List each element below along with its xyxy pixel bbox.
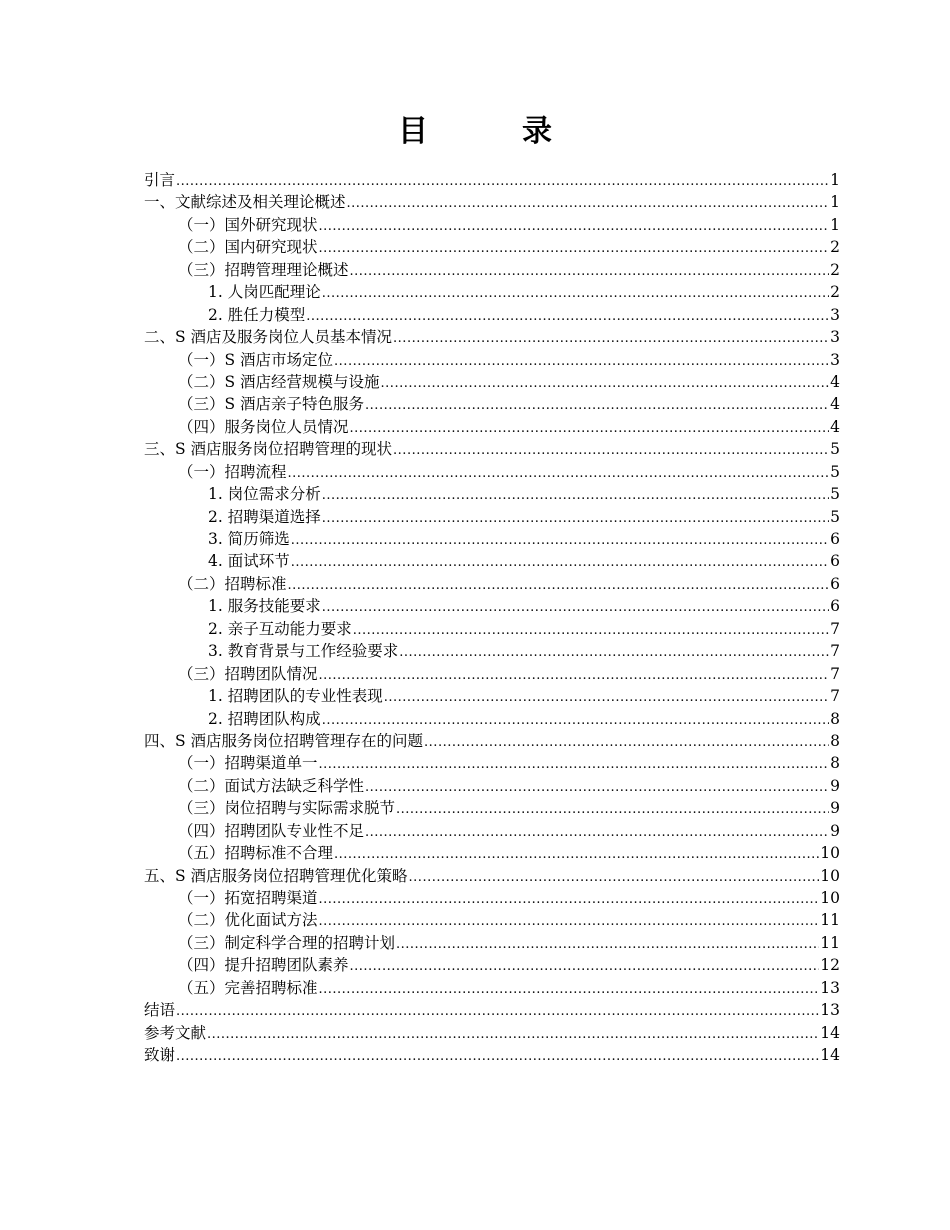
toc-entry[interactable] — [144, 865, 840, 887]
toc-entry-page-number: 4 — [830, 372, 840, 391]
toc-entry-page-number: 2 — [830, 260, 840, 279]
toc-entry-page-number: 6 — [830, 552, 840, 571]
toc-entry-page-number: 10 — [820, 866, 840, 885]
dot-leader — [207, 1024, 819, 1046]
toc-entry-page-number: 7 — [830, 664, 840, 683]
toc-entry[interactable] — [144, 618, 840, 640]
toc-entry[interactable] — [144, 1022, 840, 1044]
toc-entry[interactable] — [144, 909, 840, 931]
toc-entry-label: （三）招聘管理理论概述 — [178, 260, 349, 279]
toc-entry[interactable] — [144, 887, 840, 909]
toc-entry-label: 引言 — [144, 171, 176, 189]
toc-entry-label: 3. 教育背景与工作经验要求 — [208, 642, 399, 661]
toc-entry-page-number: 10 — [820, 844, 840, 863]
toc-entry[interactable] — [144, 259, 840, 281]
toc-entry[interactable] — [144, 438, 840, 460]
toc-entry-label: 参考文献 — [144, 1023, 207, 1042]
toc-entry[interactable] — [144, 797, 840, 819]
toc-entry-page-number: 7 — [830, 687, 840, 706]
toc-entry-label: 1. 服务技能要求 — [208, 597, 321, 616]
dot-leader — [393, 328, 829, 350]
toc-entry-page-number: 2 — [830, 283, 840, 302]
dot-leader — [319, 665, 830, 687]
toc-entry-page-number: 13 — [820, 1001, 840, 1020]
toc-entry[interactable] — [144, 842, 840, 864]
page-title: 目 录 — [398, 114, 584, 149]
dot-leader — [322, 283, 829, 305]
toc-entry-label: （一）招聘渠道单一 — [178, 754, 318, 773]
dot-leader — [319, 979, 820, 1001]
toc-entry-page-number: 8 — [830, 709, 840, 728]
dot-leader — [306, 306, 829, 328]
toc-entry-page-number: 4 — [830, 395, 840, 414]
toc-entry-label: （四）服务岗位人员情况 — [178, 417, 349, 436]
toc-entry-label: 四、S 酒店服务岗位招聘管理存在的问题 — [144, 731, 424, 750]
toc-entry[interactable] — [144, 304, 840, 326]
toc-entry-page-number: 5 — [830, 440, 840, 459]
dot-leader — [396, 799, 829, 821]
toc-entry[interactable] — [144, 483, 840, 505]
toc-entry-label: （二）招聘标准 — [178, 574, 287, 593]
toc-entry[interactable] — [144, 775, 840, 797]
dot-leader — [396, 934, 819, 956]
toc-entry[interactable] — [144, 236, 840, 258]
toc-entry-label: （二）S 酒店经营规模与设施 — [178, 372, 380, 391]
dot-leader — [350, 418, 830, 440]
toc-entry[interactable] — [144, 326, 840, 348]
toc-entry[interactable] — [144, 977, 840, 999]
dot-leader — [322, 710, 829, 732]
dot-leader — [347, 193, 830, 215]
toc-entry-label: （四）招聘团队专业性不足 — [178, 821, 365, 840]
toc-entry-label: （五）完善招聘标准 — [178, 978, 318, 997]
dot-leader — [319, 754, 830, 776]
table-of-contents — [144, 169, 840, 1067]
toc-entry-page-number: 3 — [830, 328, 840, 347]
toc-entry-label: 4. 面试环节 — [208, 552, 290, 571]
dot-leader — [176, 171, 829, 193]
dot-leader — [319, 216, 830, 238]
toc-entry-page-number: 12 — [820, 956, 840, 975]
toc-entry-page-number: 1 — [830, 171, 840, 189]
toc-entry[interactable] — [144, 954, 840, 976]
dot-leader — [365, 777, 829, 799]
toc-entry[interactable] — [144, 752, 840, 774]
toc-entry-page-number: 9 — [830, 799, 840, 818]
toc-entry-page-number: 8 — [830, 731, 840, 750]
dot-leader — [334, 351, 829, 373]
dot-leader — [319, 911, 820, 933]
toc-entry[interactable] — [144, 573, 840, 595]
toc-entry-label: （五）招聘标准不合理 — [178, 844, 334, 863]
dot-leader — [399, 642, 829, 664]
toc-entry[interactable] — [144, 730, 840, 752]
toc-entry-page-number: 6 — [830, 574, 840, 593]
toc-entry-page-number: 7 — [830, 619, 840, 638]
toc-entry[interactable] — [144, 349, 840, 371]
toc-entry[interactable] — [144, 214, 840, 236]
dot-leader — [334, 844, 819, 866]
toc-entry-page-number: 3 — [830, 305, 840, 324]
toc-entry[interactable] — [144, 550, 840, 572]
toc-entry-page-number: 9 — [830, 776, 840, 795]
dot-leader — [176, 1046, 819, 1068]
toc-entry[interactable] — [144, 1044, 840, 1066]
toc-entry[interactable] — [144, 820, 840, 842]
dot-leader — [291, 530, 829, 552]
toc-entry-label: （四）提升招聘团队素养 — [178, 956, 349, 975]
toc-entry-label: 三、S 酒店服务岗位招聘管理的现状 — [144, 440, 393, 459]
toc-entry[interactable] — [144, 393, 840, 415]
toc-entry-label: （一）国外研究现状 — [178, 215, 318, 234]
toc-entry-label: 致谢 — [144, 1046, 176, 1065]
dot-leader — [291, 552, 829, 574]
toc-entry-label: （三）S 酒店亲子特色服务 — [178, 395, 365, 414]
toc-entry[interactable] — [144, 685, 840, 707]
toc-entry-page-number: 5 — [830, 462, 840, 481]
toc-entry-label: 结语 — [144, 1001, 176, 1020]
dot-leader — [365, 395, 829, 417]
toc-entry-label: 二、S 酒店及服务岗位人员基本情况 — [144, 328, 393, 347]
toc-entry-page-number: 11 — [820, 933, 840, 952]
dot-leader — [365, 822, 829, 844]
toc-entry-page-number: 10 — [820, 889, 840, 907]
dot-leader — [319, 238, 830, 260]
toc-entry-page-number: 6 — [830, 530, 840, 548]
dot-leader — [288, 575, 830, 597]
dot-leader — [319, 889, 820, 911]
toc-entry-label: （三）制定科学合理的招聘计划 — [178, 933, 396, 952]
dot-leader — [393, 440, 829, 462]
toc-entry-label: （一）拓宽招聘渠道 — [178, 889, 318, 907]
dot-leader — [176, 1001, 819, 1023]
dot-leader — [322, 597, 829, 619]
toc-entry-page-number: 3 — [830, 350, 840, 369]
toc-entry[interactable] — [144, 506, 840, 528]
toc-entry[interactable] — [144, 371, 840, 393]
dot-leader — [322, 485, 829, 507]
toc-entry[interactable] — [144, 191, 840, 213]
dot-leader — [424, 732, 829, 754]
dot-leader — [381, 373, 830, 395]
toc-entry-label: 1. 招聘团队的专业性表现 — [208, 687, 383, 706]
toc-entry-label: 2. 招聘团队构成 — [208, 709, 321, 728]
toc-entry[interactable] — [144, 281, 840, 303]
toc-entry-label: 一、文献综述及相关理论概述 — [144, 193, 346, 212]
dot-leader — [353, 620, 829, 642]
toc-entry-label: （二）优化面试方法 — [178, 911, 318, 930]
toc-entry[interactable] — [144, 528, 840, 550]
toc-entry-page-number: 5 — [830, 485, 840, 504]
toc-entry-label: （二）国内研究现状 — [178, 238, 318, 257]
toc-entry-label: 2. 招聘渠道选择 — [208, 507, 321, 526]
toc-entry-label: 1. 岗位需求分析 — [208, 485, 321, 504]
toc-entry-page-number: 5 — [830, 507, 840, 526]
toc-entry[interactable] — [144, 999, 840, 1021]
toc-entry-label: （一）S 酒店市场定位 — [178, 350, 334, 369]
toc-entry[interactable] — [144, 595, 840, 617]
toc-entry-page-number: 2 — [830, 238, 840, 257]
dot-leader — [384, 687, 829, 709]
toc-entry[interactable] — [144, 932, 840, 954]
toc-entry-page-number: 14 — [820, 1046, 840, 1065]
toc-entry-page-number: 6 — [830, 597, 840, 616]
toc-entry-label: 2. 亲子互动能力要求 — [208, 619, 352, 638]
toc-entry-page-number: 4 — [830, 417, 840, 436]
toc-entry-page-number: 1 — [830, 215, 840, 234]
toc-entry[interactable] — [144, 461, 840, 483]
dot-leader — [409, 867, 820, 889]
dot-leader — [322, 508, 829, 530]
toc-entry-label: （二）面试方法缺乏科学性 — [178, 776, 365, 795]
toc-entry[interactable] — [144, 169, 840, 191]
toc-entry[interactable] — [144, 640, 840, 662]
toc-entry[interactable] — [144, 663, 840, 685]
toc-entry-page-number: 8 — [830, 754, 840, 773]
toc-entry-label: （三）岗位招聘与实际需求脱节 — [178, 799, 396, 818]
dot-leader — [350, 956, 820, 978]
toc-entry-label: 3. 简历筛选 — [208, 530, 290, 548]
toc-entry-page-number: 11 — [820, 911, 840, 930]
toc-entry-page-number: 7 — [830, 642, 840, 661]
toc-entry-label: 2. 胜任力模型 — [208, 305, 306, 324]
toc-entry[interactable] — [144, 708, 840, 730]
toc-entry-label: （一）招聘流程 — [178, 462, 287, 481]
toc-entry-page-number: 13 — [820, 978, 840, 997]
toc-entry-label: 五、S 酒店服务岗位招聘管理优化策略 — [144, 866, 408, 885]
toc-entry-page-number: 9 — [830, 821, 840, 840]
toc-entry[interactable] — [144, 416, 840, 438]
toc-entry-page-number: 14 — [820, 1023, 840, 1042]
toc-entry-label: 1. 人岗匹配理论 — [208, 283, 321, 302]
dot-leader — [350, 261, 830, 283]
dot-leader — [288, 463, 830, 485]
toc-entry-page-number: 1 — [830, 193, 840, 212]
toc-entry-label: （三）招聘团队情况 — [178, 664, 318, 683]
